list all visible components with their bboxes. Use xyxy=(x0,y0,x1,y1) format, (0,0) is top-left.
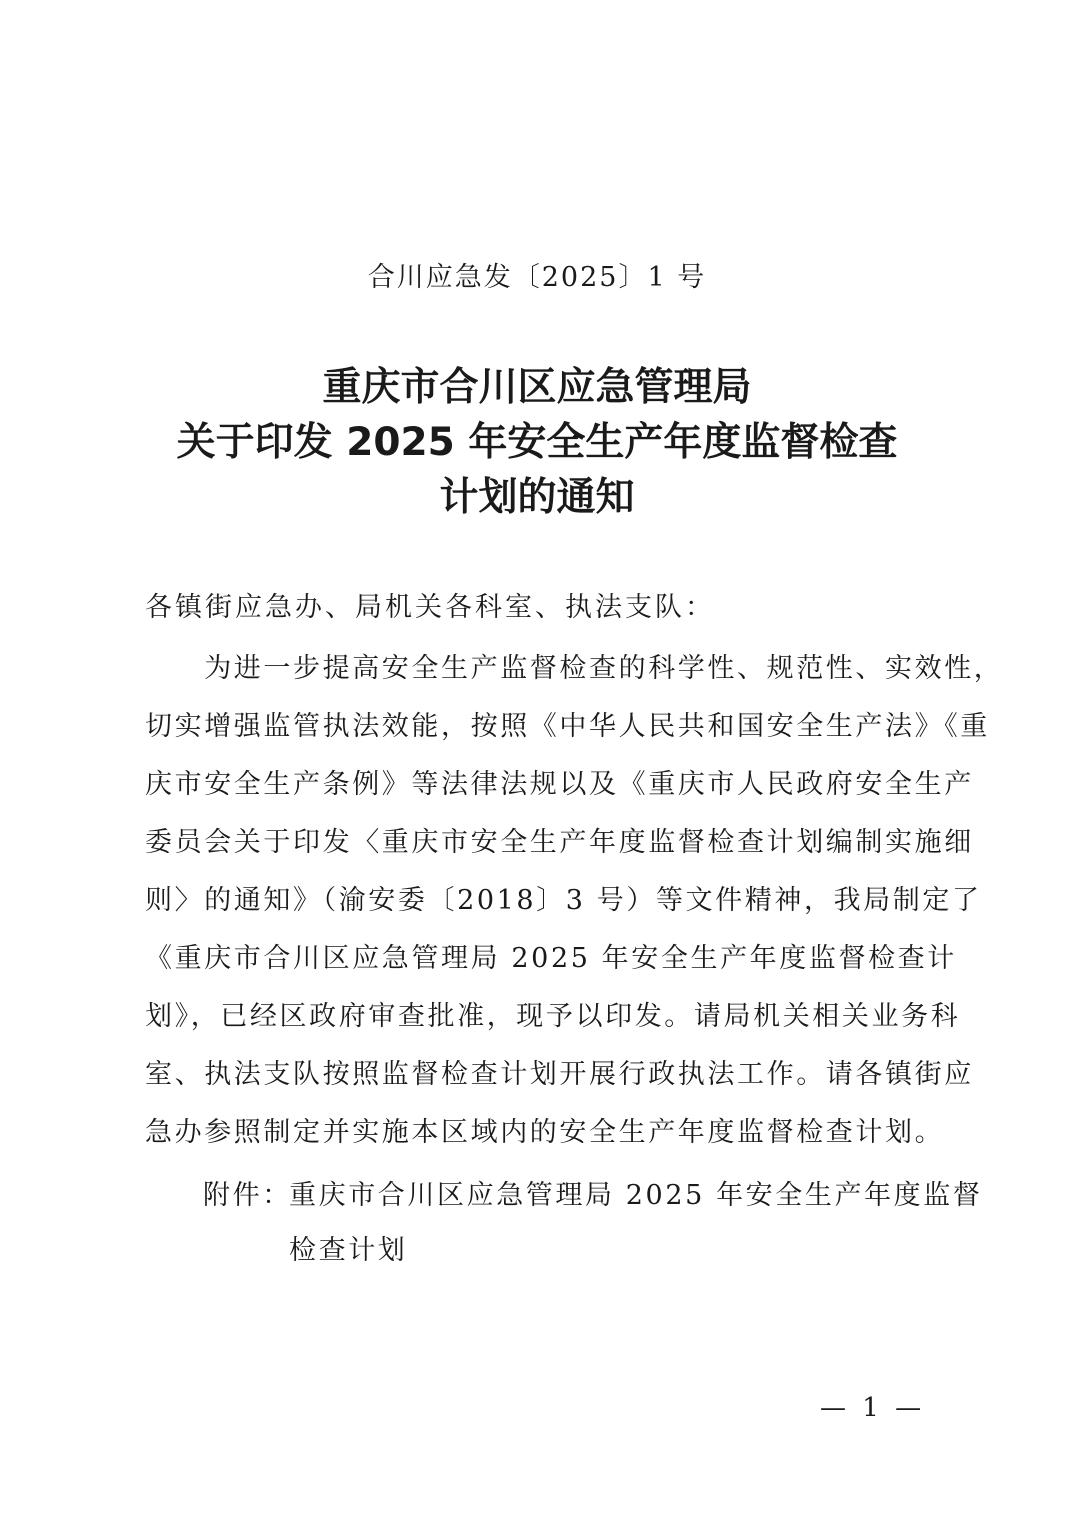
body-line: 庆市安全生产条例》等法律法规以及《重庆市人民政府安全生产 xyxy=(145,769,974,800)
document-number: 合川应急发〔2025〕1 号 xyxy=(367,262,707,293)
body-line: 室、执法支队按照监督检查计划开展行政执法工作。请各镇街应 xyxy=(145,1059,974,1090)
body-line: 则〉的通知》（渝安委〔2018〕3 号）等文件精神，我局制定了 xyxy=(145,885,982,916)
attachment-title-line: 重庆市合川区应急管理局 2025 年安全生产年度监督 xyxy=(289,1180,983,1211)
salutation: 各镇街应急办、局机关各科室、执法支队： xyxy=(145,592,715,623)
body-line: 《重庆市合川区应急管理局 2025 年安全生产年度监督检查计 xyxy=(145,943,957,974)
attachment-label: 附件： xyxy=(203,1180,292,1211)
title-line: 关于印发 2025 年安全生产年度监督检查 xyxy=(176,420,898,465)
body-paragraph xyxy=(145,640,1004,1162)
body-line: 划》，已经区政府审查批准，现予以印发。请局机关相关业务科 xyxy=(145,1001,961,1032)
title-line: 计划的通知 xyxy=(439,475,635,520)
body-line: 急办参照制定并实施本区域内的安全生产年度监督检查计划。 xyxy=(145,1117,945,1148)
attachment-section xyxy=(203,1168,982,1278)
body-line: 委员会关于印发〈重庆市安全生产年度监督检查计划编制实施细 xyxy=(145,827,974,858)
attachment-title-line: 检查计划 xyxy=(289,1235,408,1266)
title-line: 重庆市合川区应急管理局 xyxy=(322,365,752,410)
body-line: 切实增强监管执法效能，按照《中华人民共和国安全生产法》《重 xyxy=(145,711,990,742)
body-line: 为进一步提高安全生产监督检查的科学性、规范性、实效性， xyxy=(145,653,1004,684)
page-number: — 1 — xyxy=(820,1393,926,1423)
document-title xyxy=(0,360,1074,525)
